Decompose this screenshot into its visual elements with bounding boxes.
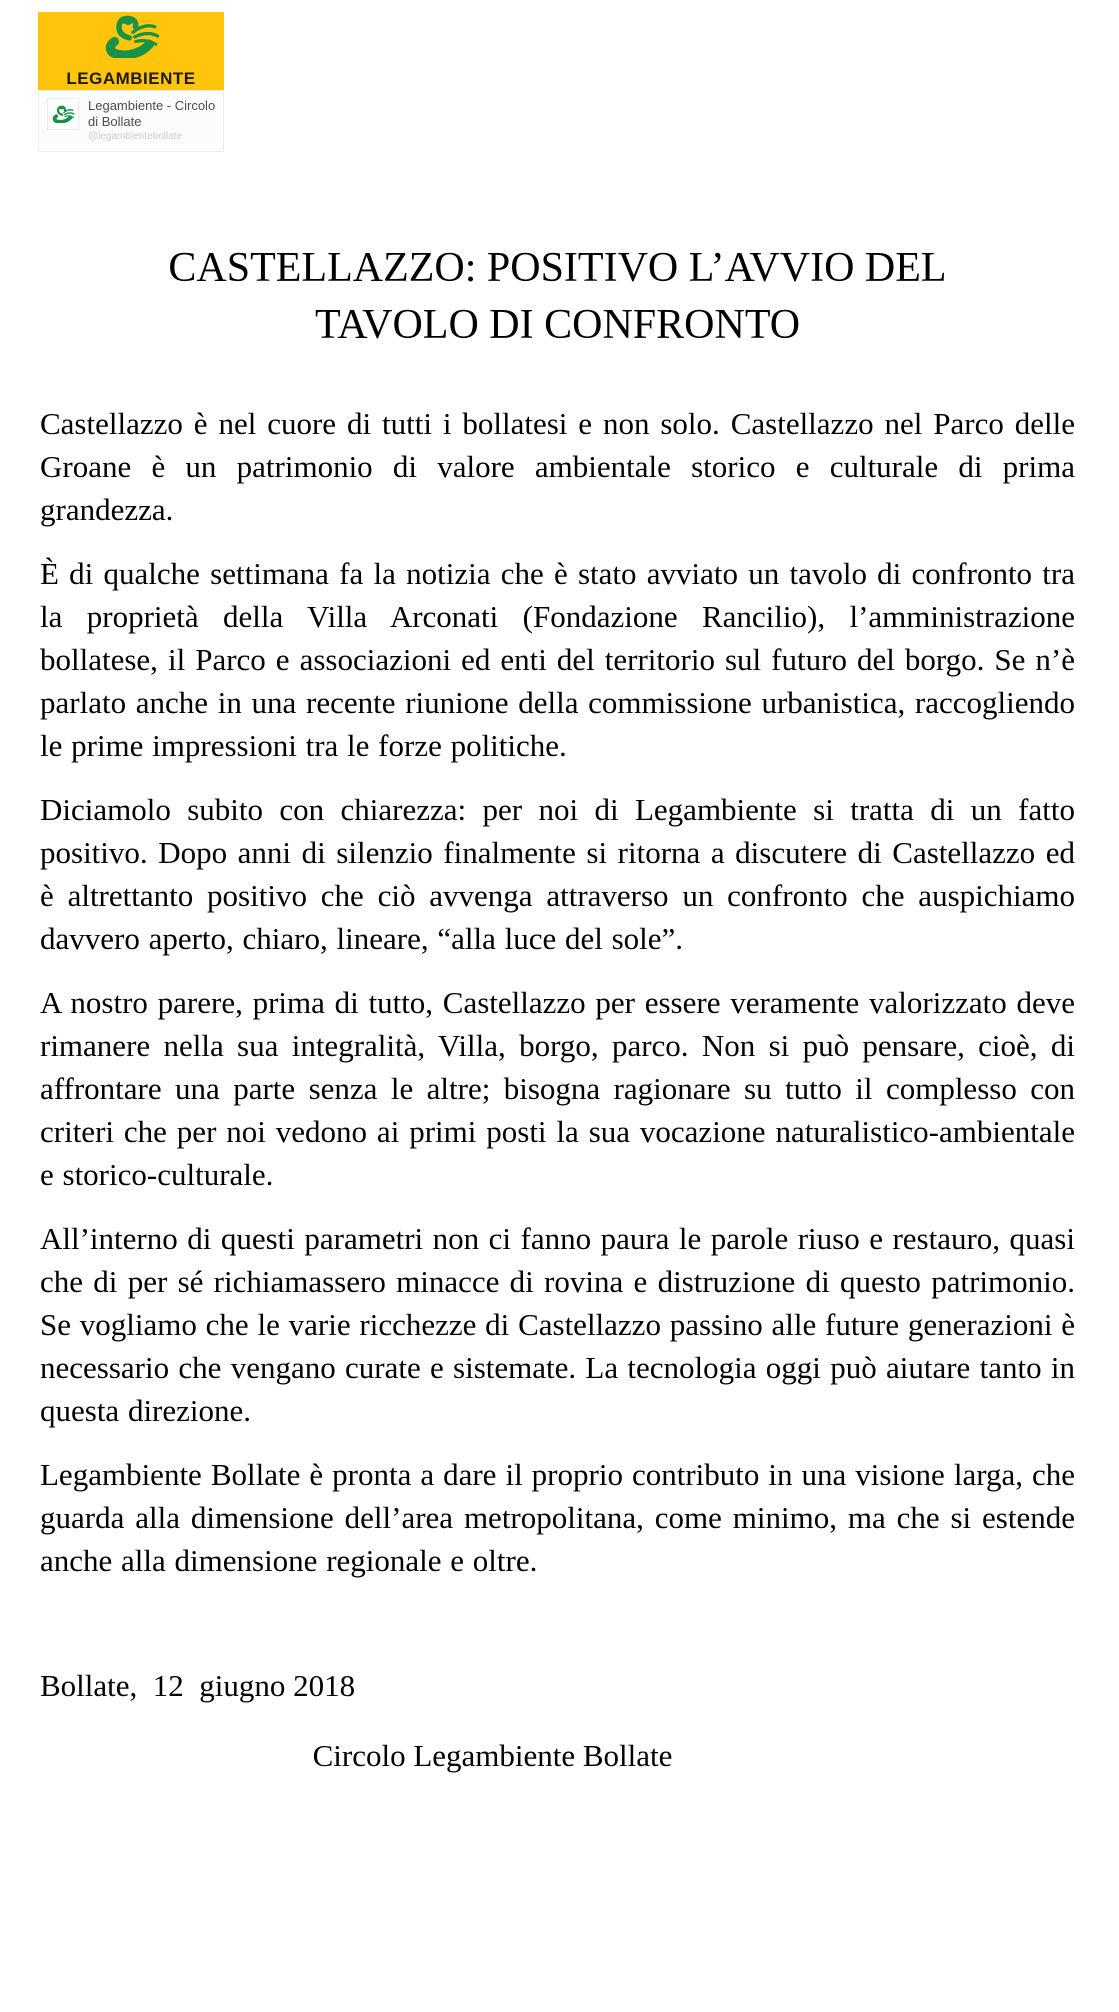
- paragraph-4: A nostro parere, prima di tutto, Castellazzo per essere veramente valorizzato deve rimanere nella sua integralità, Villa, borgo, parco. Non si può pensare, cioè, di affrontare una parte senza le altre; bisogna ragionare su tutto il complesso con criteri che per noi vedono ai primi posti la sua vocazione naturalistico-ambientale e storico-culturale.: [40, 985, 1075, 1192]
- swan-logo-icon: [101, 14, 161, 63]
- paragraph-1: Castellazzo è nel cuore di tutti i bollatesi e non solo. Castellazzo nel Parco delle Groane è un patrimonio di valore ambientale storico e culturale di prima grandezza.: [40, 406, 1075, 527]
- article-title-line1: CASTELLAZZO: POSITIVO L’AVVIO DEL: [168, 245, 947, 291]
- org-name: Legambiente - Circolo di Bollate: [88, 98, 216, 129]
- signature: Circolo Legambiente Bollate: [312, 1738, 673, 1773]
- article-title-line2: TAVOLO DI CONFRONTO: [314, 302, 801, 348]
- org-meta: [88, 98, 217, 143]
- date-line: Bollate, 12 giugno 2018: [40, 1668, 356, 1703]
- logo-wordmark: LEGAMBIENTE: [66, 69, 196, 88]
- org-card: [38, 90, 224, 152]
- paragraph-3: Diciamolo subito con chiarezza: per noi di Legambiente si tratta di un fatto positivo. Dopo anni di silenzio finalmente si ritorna a discutere di Castellazzo ed è altrettanto positivo che ciò avvenga attraverso un confronto che auspichiamo davvero aperto, chiaro, lineare, “alla luce del sole”.: [40, 792, 1075, 956]
- paragraph-6: Legambiente Bollate è pronta a dare il proprio contributo in una visione larga, che guarda alla dimensione dell’area metropolitana, come minimo, ma che si estende anche alla dimensione regionale e oltre.: [40, 1457, 1075, 1578]
- paragraph-2: È di qualche settimana fa la notizia che è stato avviato un tavolo di confronto tra la proprietà della Villa Arconati (Fondazione Rancilio), l’amministrazione bollatese, il Parco e associazioni ed enti del territorio sul futuro del borgo. Se n’è parlato anche in una recente riunione della commissione urbanistica, raccogliendo le prime impressioni tra le forze politiche.: [40, 556, 1075, 763]
- article-title: [50, 240, 1065, 354]
- paragraph-5: All’interno di questi parametri non ci fanno paura le parole riuso e restauro, quasi che di per sé richiamassero minacce di rovina e distruzione di questo patrimonio. Se vogliamo che le varie ricchezze di Castellazzo passino alle future generazioni è necessario che vengano curate e sistemate. La tecnologia oggi può aiutare tanto in questa direzione.: [40, 1221, 1075, 1428]
- org-handle: @legambientebollate: [88, 131, 183, 142]
- legambiente-logo: [38, 12, 224, 90]
- org-avatar-icon: [47, 98, 79, 130]
